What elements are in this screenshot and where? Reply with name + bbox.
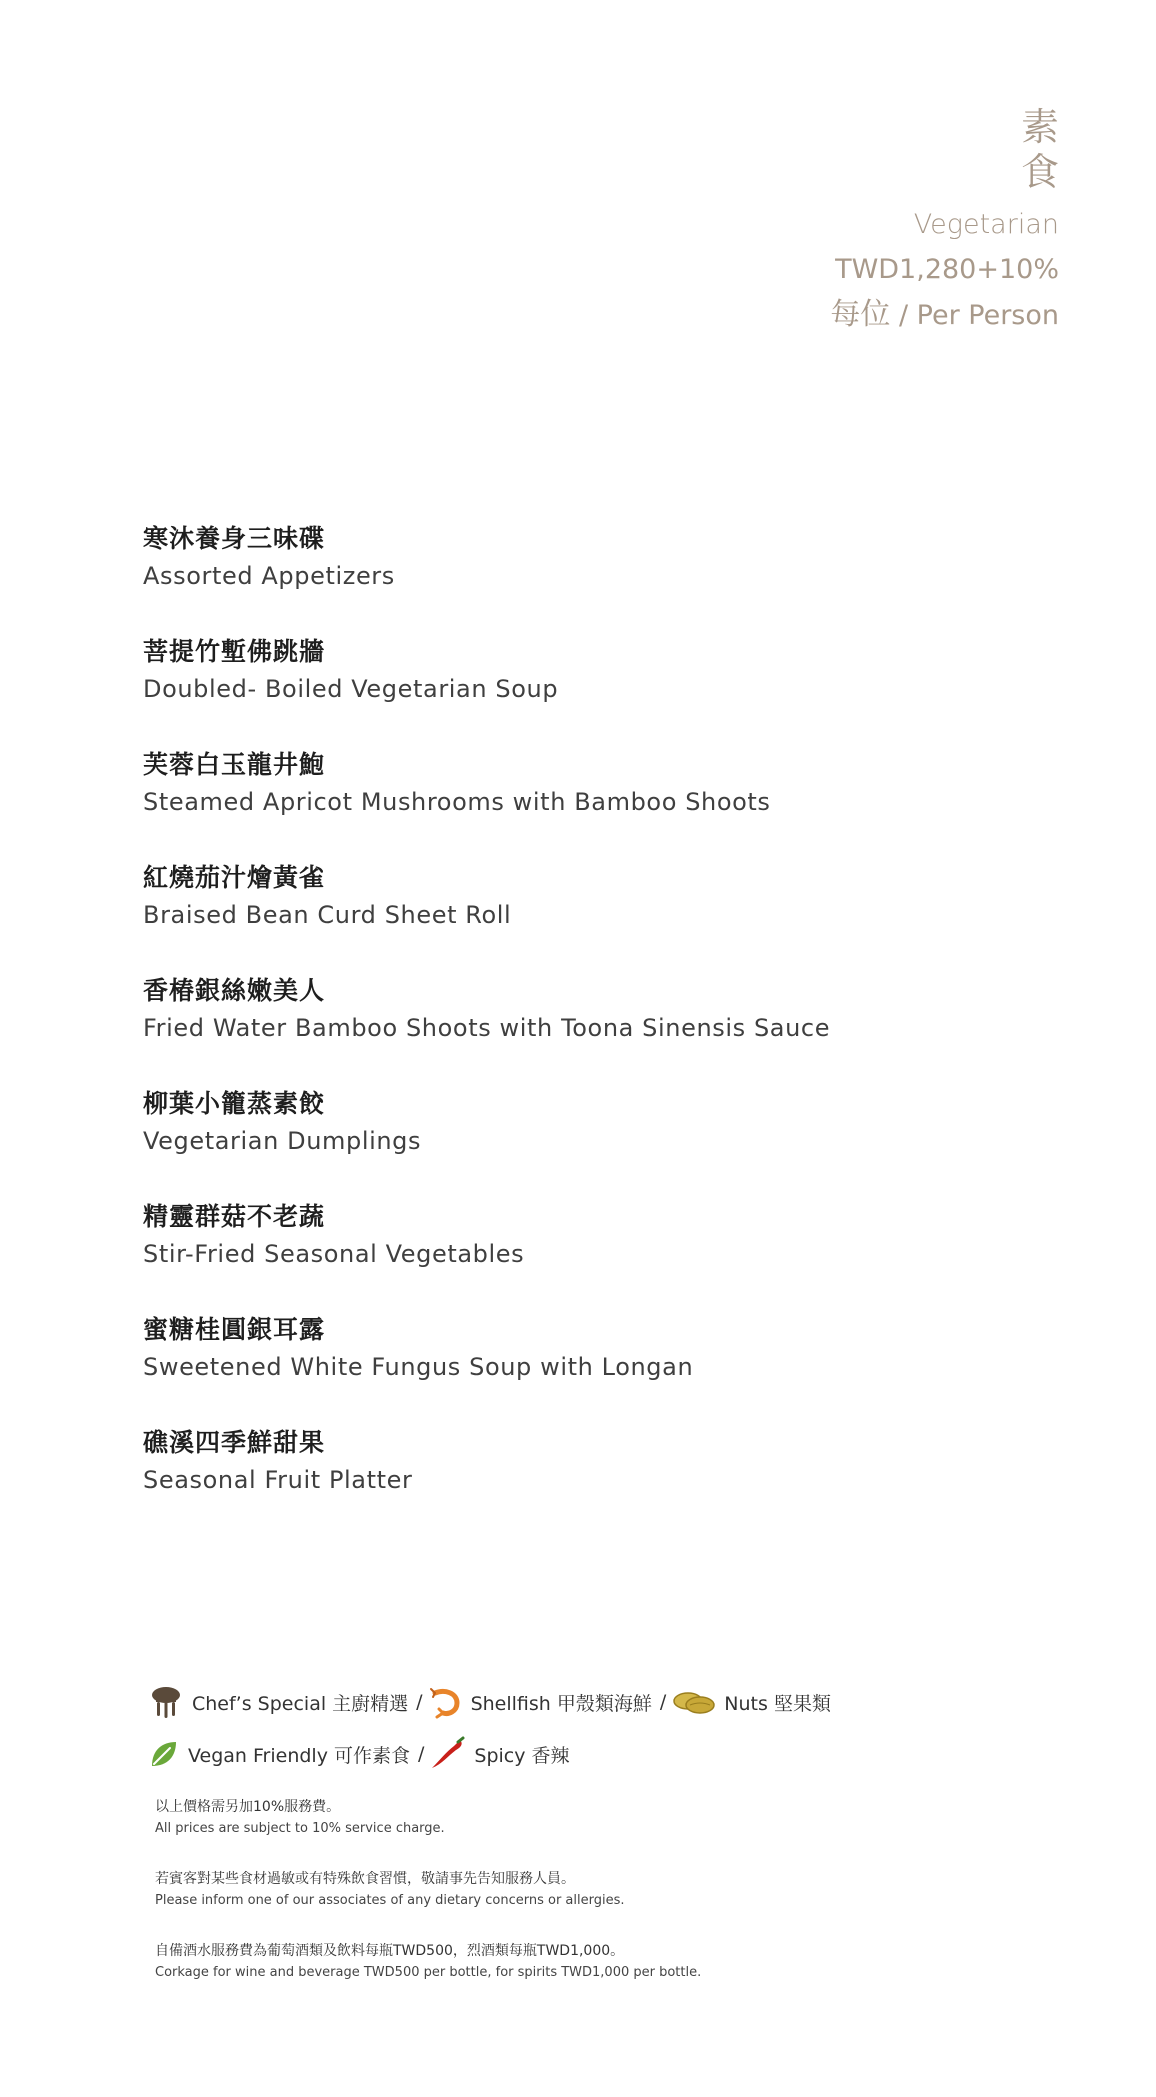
course-item	[143, 746, 1043, 859]
legend-vegan	[148, 1738, 410, 1770]
legend-shellfish-label: Shellfish 甲殼類海鮮	[470, 1692, 652, 1715]
course-name-zh: 芙蓉白玉龍井鮑	[143, 750, 326, 779]
course-item	[143, 1311, 1043, 1424]
menu-price: TWD1,280+10%	[835, 254, 1059, 285]
footnote-en: All prices are subject to 10% service charge.	[155, 1821, 445, 1836]
course-item	[143, 520, 1043, 633]
legend-separator: /	[416, 1691, 423, 1713]
course-name-zh: 菩提竹塹佛跳牆	[143, 637, 326, 666]
chili-pepper-icon	[430, 1736, 466, 1772]
course-name-en: Sweetened White Fungus Soup with Longan	[143, 1353, 694, 1381]
course-name-zh: 紅燒茄汁燴黃雀	[143, 863, 326, 892]
course-item	[143, 1424, 1043, 1537]
leaf-icon	[148, 1738, 180, 1770]
legend-spicy	[430, 1736, 569, 1772]
course-name-en: Stir-Fried Seasonal Vegetables	[143, 1240, 525, 1268]
per-person-zh: 每位	[830, 297, 891, 332]
shrimp-icon	[429, 1685, 463, 1719]
course-item	[143, 1198, 1043, 1311]
course-item	[143, 972, 1043, 1085]
legend-vegan-label: Vegan Friendly 可作素食	[188, 1744, 410, 1767]
footnote-en: Please inform one of our associates of any dietary concerns or allergies.	[155, 1893, 625, 1908]
course-name-zh: 礁溪四季鮮甜果	[143, 1428, 326, 1457]
footnotes	[155, 1796, 1055, 2012]
course-name-en: Braised Bean Curd Sheet Roll	[143, 901, 512, 929]
chef-hat-icon	[148, 1684, 184, 1720]
menu-header	[830, 105, 1059, 333]
legend-chef-label: Chef’s Special 主廚精選	[192, 1692, 409, 1715]
course-list	[143, 520, 1043, 1537]
legend-chef-special	[148, 1684, 408, 1720]
nut-icon	[672, 1687, 716, 1717]
course-name-en: Doubled- Boiled Vegetarian Soup	[143, 675, 559, 703]
course-name-zh: 寒沐養身三味碟	[143, 524, 326, 553]
course-name-zh: 香椿銀絲嫩美人	[143, 976, 326, 1005]
title-char-1: 素	[1020, 105, 1059, 149]
course-item	[143, 859, 1043, 972]
footnote-en: Corkage for wine and beverage TWD500 per bottle, for spirits TWD1,000 per bottle.	[155, 1965, 702, 1980]
footnote-service-charge	[155, 1796, 1055, 1840]
footnote-corkage	[155, 1940, 1055, 1984]
legend-separator: /	[659, 1691, 667, 1713]
course-name-zh: 柳葉小籠蒸素餃	[143, 1089, 326, 1118]
legend-shellfish	[429, 1685, 652, 1719]
course-name-en: Assorted Appetizers	[143, 562, 395, 590]
course-name-en: Steamed Apricot Mushrooms with Bamboo Shoots	[143, 788, 771, 816]
icon-legend	[148, 1680, 1048, 1784]
menu-title-en: Vegetarian	[913, 209, 1059, 240]
course-item	[143, 1085, 1043, 1198]
course-name-en: Fried Water Bamboo Shoots with Toona Sinensis Sauce	[143, 1014, 831, 1042]
per-person-en: Per Person	[916, 300, 1059, 331]
legend-nuts-label: Nuts 堅果類	[724, 1692, 831, 1715]
course-name-en: Seasonal Fruit Platter	[143, 1466, 413, 1494]
course-name-zh: 精靈群菇不老蔬	[143, 1202, 326, 1231]
legend-separator: /	[418, 1743, 425, 1765]
course-item	[143, 633, 1043, 746]
legend-row-2	[148, 1732, 1048, 1776]
footnote-zh: 若賓客對某些食材過敏或有特殊飲食習慣，敬請事先告知服務人員。	[155, 1871, 575, 1887]
course-name-en: Vegetarian Dumplings	[143, 1127, 422, 1155]
legend-spicy-label: Spicy 香辣	[474, 1744, 570, 1767]
per-person-separator: /	[890, 300, 917, 331]
per-person	[830, 289, 1059, 333]
footnote-zh: 自備酒水服務費為葡萄酒類及飲料每瓶TWD500，烈酒類每瓶TWD1,000。	[155, 1943, 625, 1959]
course-name-zh: 蜜糖桂圓銀耳露	[143, 1315, 326, 1344]
footnote-zh: 以上價格需另加10%服務費。	[155, 1799, 341, 1815]
menu-title-zh	[830, 105, 1059, 195]
legend-nuts	[672, 1687, 831, 1717]
footnote-allergies	[155, 1868, 1055, 1912]
title-char-2: 食	[1020, 150, 1059, 194]
legend-row-1	[148, 1680, 1048, 1724]
